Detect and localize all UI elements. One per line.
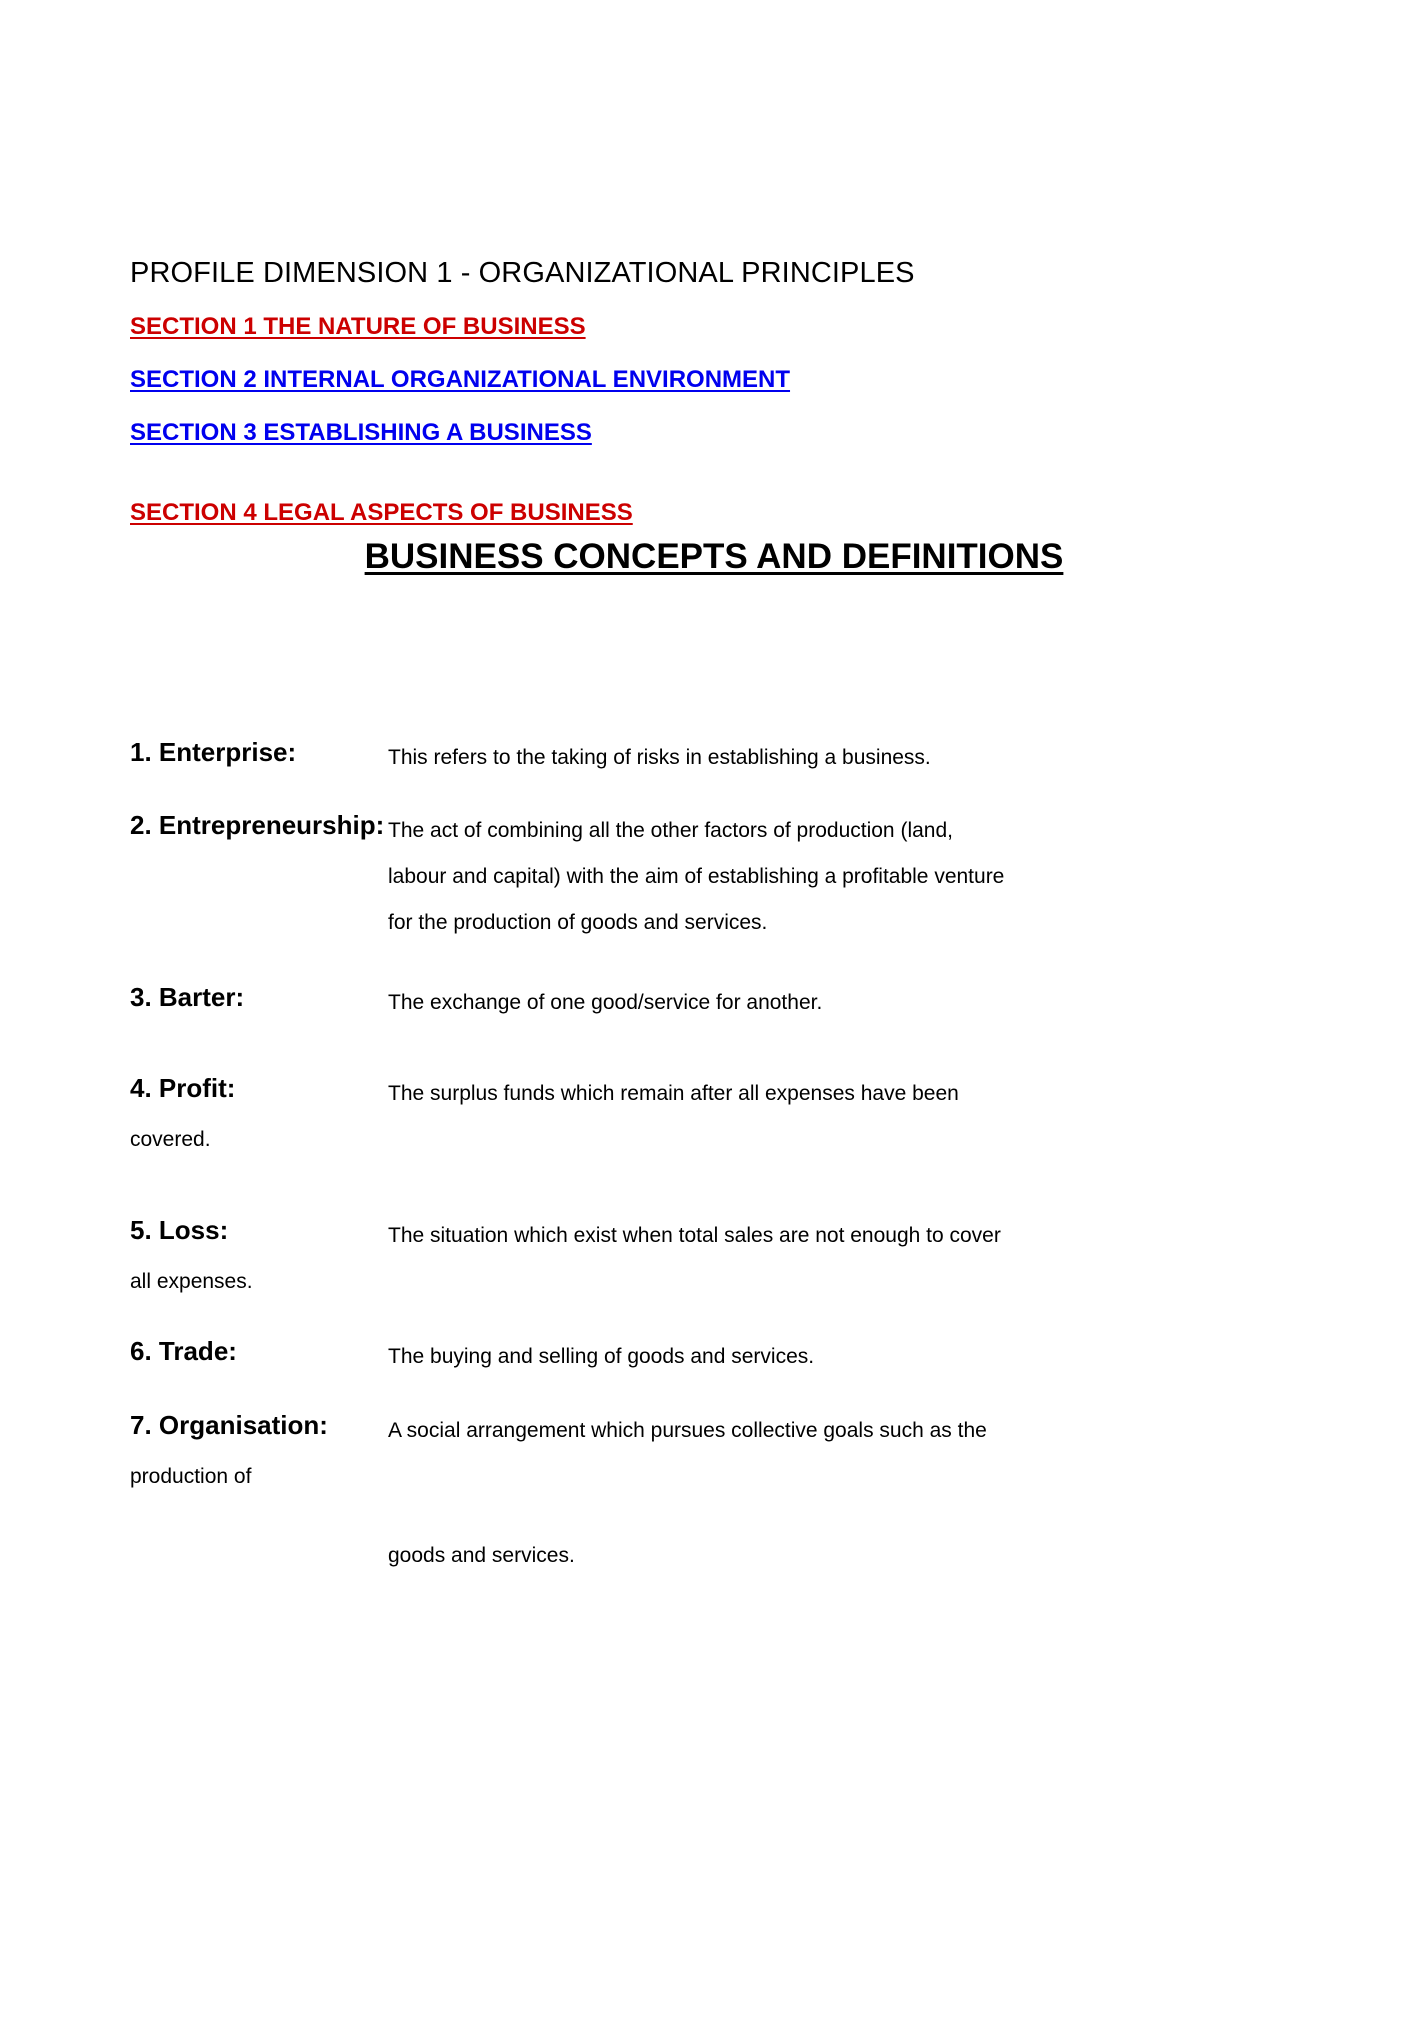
definition-term: 2. Entrepreneurship: [130,810,385,840]
definition-term: 1. Enterprise: [130,737,297,767]
section-link-4[interactable]: SECTION 4 LEGAL ASPECTS OF BUSINESS [130,499,633,526]
definition-text: The buying and selling of goods and services. [388,1345,815,1368]
definition-text-wrap: covered. [130,1128,211,1151]
definition-text: goods and services. [388,1544,575,1567]
definition-term: 6. Trade: [130,1336,237,1366]
definition-text: A social arrangement which pursues collective goals such as the [388,1419,987,1442]
definition-text: labour and capital) with the aim of establishing a profitable venture [388,865,1005,888]
definition-text: The exchange of one good/service for another. [388,991,823,1014]
definition-text-wrap: all expenses. [130,1270,253,1293]
definition-text-wrap: production of [130,1465,252,1488]
definition-term: 3. Barter: [130,982,245,1012]
definition-text: The act of combining all the other factors of production (land, [388,819,953,842]
definition-text: This refers to the taking of risks in establishing a business. [388,746,931,769]
definition-text: The surplus funds which remain after all expenses have been [388,1082,959,1105]
page-title: PROFILE DIMENSION 1 - ORGANIZATIONAL PRINCIPLES [130,257,915,289]
definition-term: 7. Organisation: [130,1410,328,1440]
definition-text: The situation which exist when total sales are not enough to cover [388,1224,1001,1247]
section-link-3[interactable]: SECTION 3 ESTABLISHING A BUSINESS [130,419,592,446]
section-link-1[interactable]: SECTION 1 THE NATURE OF BUSINESS [130,313,586,340]
main-heading [0,535,1428,579]
definition-term: 5. Loss: [130,1215,229,1245]
main-heading-text: BUSINESS CONCEPTS AND DEFINITIONS [364,537,1064,576]
definition-text: for the production of goods and services. [388,911,768,934]
definition-term: 4. Profit: [130,1073,236,1103]
section-link-2[interactable]: SECTION 2 INTERNAL ORGANIZATIONAL ENVIRONMENT [130,366,791,393]
